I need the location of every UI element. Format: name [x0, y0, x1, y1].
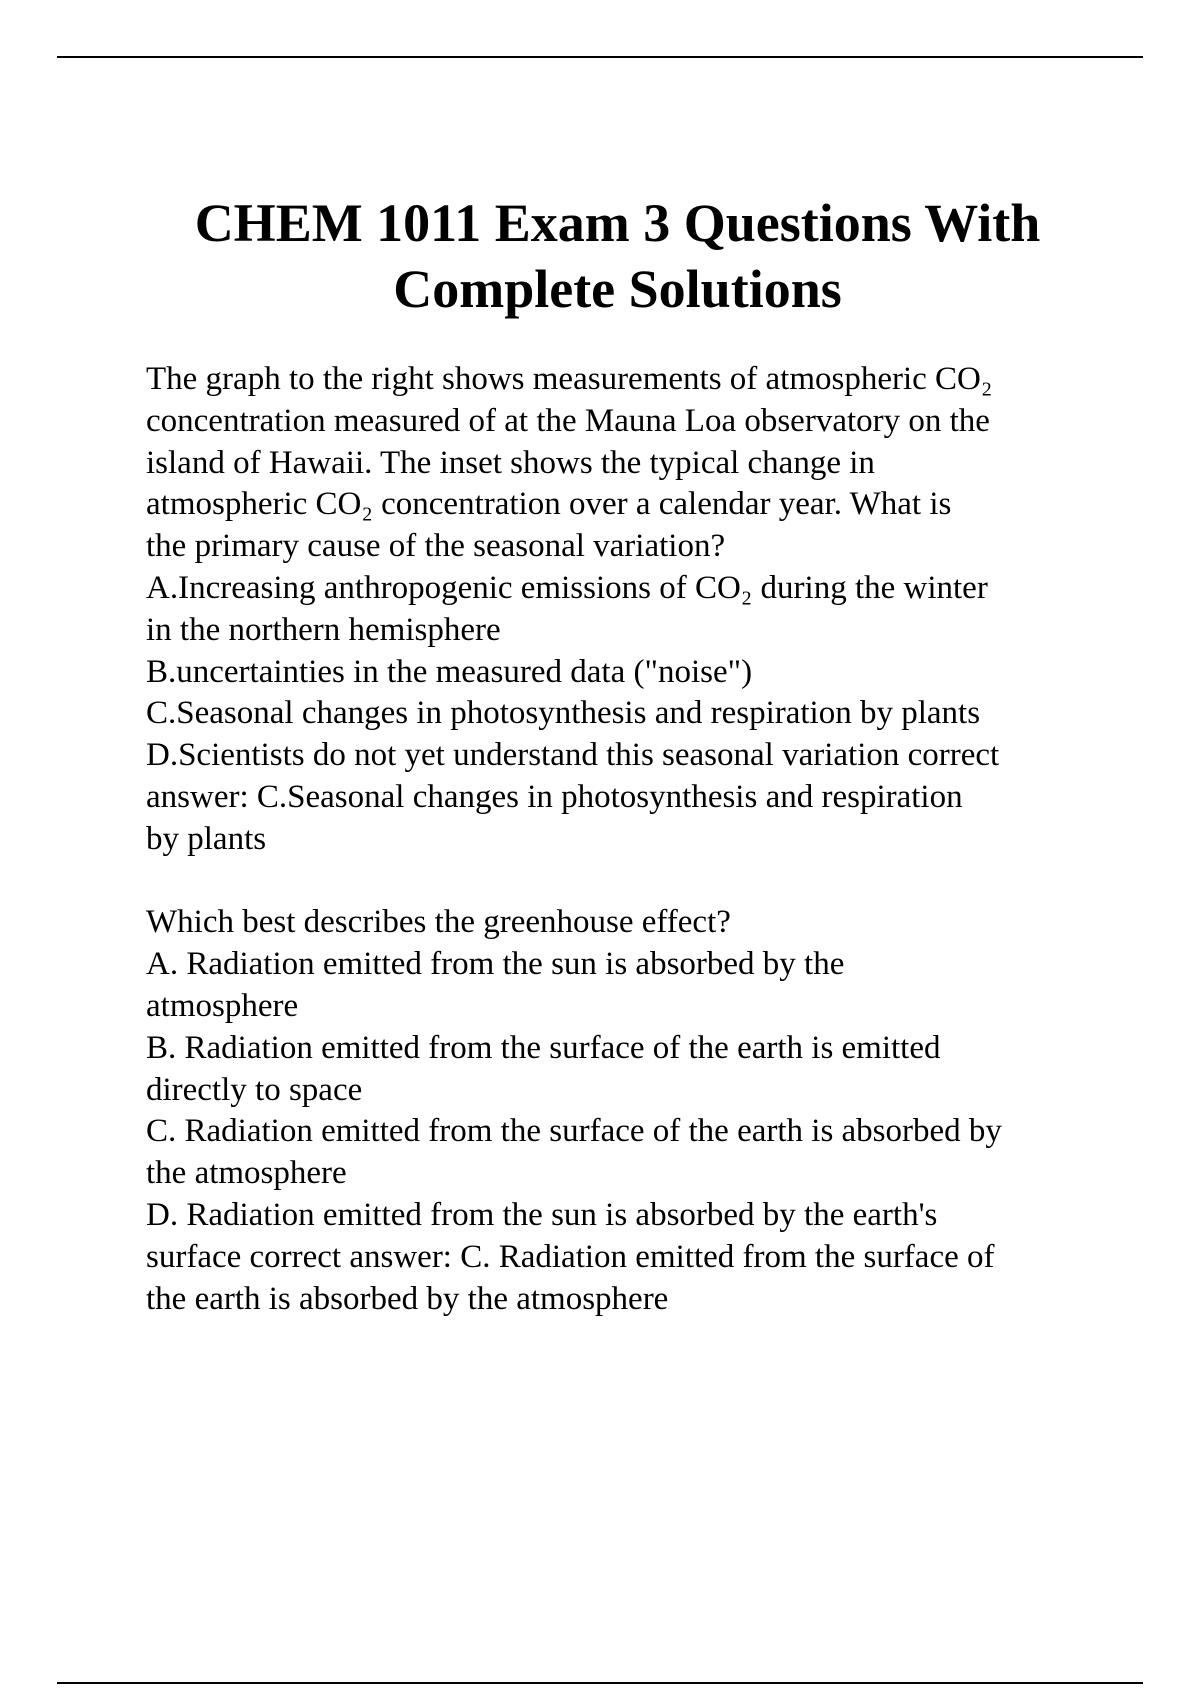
question-1-line: atmospheric CO₂ concentration over a calendar year. What is [146, 486, 952, 523]
question-2-option-c: C. Radiation emitted from the surface of the earth is absorbed by [146, 1113, 1002, 1150]
question-1-answer: answer: C.Seasonal changes in photosynthesis and respiration [146, 778, 963, 815]
question-2-option-c: the atmosphere [146, 1155, 347, 1192]
question-2-line: Which best describes the greenhouse effect? [146, 904, 731, 941]
header-rule [57, 56, 1143, 58]
question-1-option-b: B.uncertainties in the measured data ("noise") [146, 653, 753, 690]
question-1-option-a: A.Increasing anthropogenic emissions of CO₂ during the winter [146, 569, 988, 606]
question-2-option-b: directly to space [146, 1071, 363, 1108]
question-1-option-c: C.Seasonal changes in photosynthesis and respiration by plants [146, 695, 981, 732]
document-body [146, 359, 1096, 1320]
question-1-line: the primary cause of the seasonal variation? [146, 528, 726, 565]
question-2-option-a: atmosphere [146, 987, 299, 1024]
question-1 [146, 359, 1096, 861]
question-2-option-a: A. Radiation emitted from the sun is absorbed by the [146, 946, 845, 983]
question-1-option-a: in the northern hemisphere [146, 611, 501, 648]
question-1-line: island of Hawaii. The inset shows the typical change in [146, 444, 875, 481]
title-line: CHEM 1011 Exam 3 Questions With [194, 193, 1041, 253]
title-line: Complete Solutions [393, 259, 842, 319]
question-2-answer: surface correct answer: C. Radiation emitted from the surface of [146, 1238, 995, 1275]
question-1-answer: by plants [146, 820, 267, 857]
question-1-option-d: D.Scientists do not yet understand this seasonal variation correct [146, 737, 1000, 774]
footer-rule [57, 1682, 1143, 1684]
question-2-option-d: D. Radiation emitted from the sun is absorbed by the earth's [146, 1196, 938, 1233]
question-2-option-b: B. Radiation emitted from the surface of the earth is emitted [146, 1029, 941, 1066]
document-title [100, 190, 1135, 322]
question-2-answer: the earth is absorbed by the atmosphere [146, 1280, 669, 1317]
question-1-line: The graph to the right shows measurements of atmospheric CO₂ [146, 361, 993, 397]
question-1-line: concentration measured of at the Mauna Loa observatory on the [146, 402, 990, 439]
question-2 [146, 902, 1096, 1320]
